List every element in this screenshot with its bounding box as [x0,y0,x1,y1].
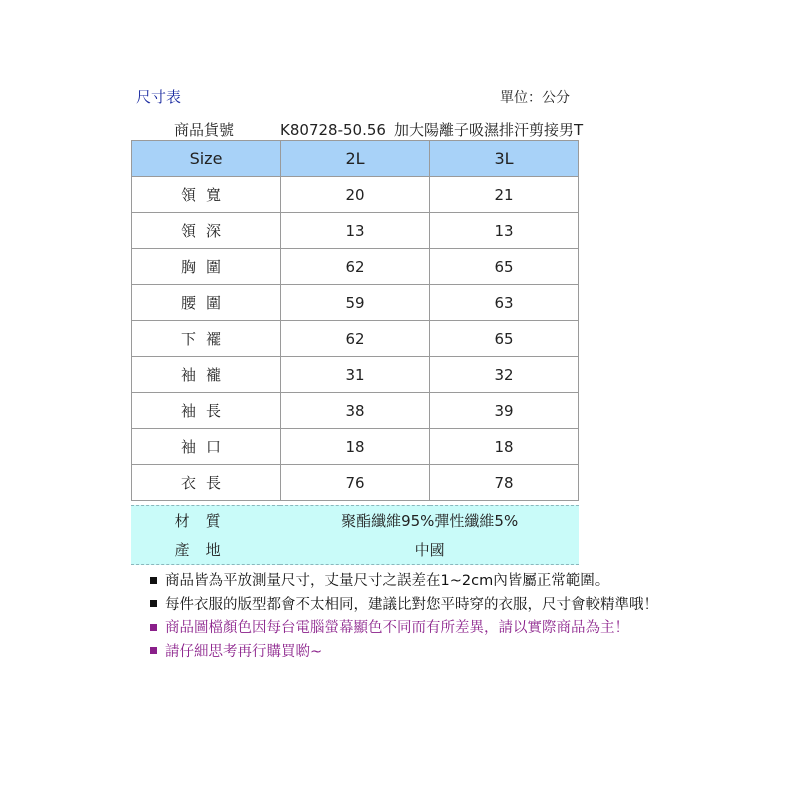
cell-value: 39 [430,393,579,429]
material-label: 材質 [131,506,280,536]
table-row [132,393,579,429]
note-text: 請仔細思考再行購買喲~ [165,643,323,660]
product-code: K80728-50.56 [280,121,386,139]
note-item [150,570,658,594]
origin-value: 中國 [280,535,579,565]
square-bullet-icon [150,577,157,584]
table-row [132,321,579,357]
size-table-header [132,141,579,177]
cell-value: 13 [430,213,579,249]
cell-value: 65 [430,321,579,357]
size-table-body [132,177,579,501]
note-item [150,594,658,618]
cell-value: 63 [430,285,579,321]
cell-value: 13 [281,213,430,249]
cell-value: 59 [281,285,430,321]
table-row [132,177,579,213]
cell-value: 20 [281,177,430,213]
row-label: 腰圍 [132,285,281,321]
table-row [132,357,579,393]
cell-value: 32 [430,357,579,393]
note-text: 商品皆為平放測量尺寸，丈量尺寸之誤差在1~2cm內皆屬正常範圍。 [165,573,610,589]
square-bullet-icon [150,647,157,654]
cell-value: 62 [281,321,430,357]
note-text: 每件衣服的版型都會不太相同，建議比對您平時穿的衣服，尺寸會較精準哦！ [165,596,658,613]
cell-value: 18 [281,429,430,465]
row-label: 領深 [132,213,281,249]
column-header-3l: 3L [430,141,579,177]
row-label: 衣長 [132,465,281,501]
row-label: 胸圍 [132,249,281,285]
square-bullet-icon [150,624,157,631]
cell-value: 31 [281,357,430,393]
product-label: 商品貨號 [174,121,235,139]
origin-label: 產地 [131,535,280,565]
notes-list [150,570,658,664]
table-row [132,285,579,321]
size-table [131,140,579,501]
material-row [131,506,579,536]
origin-row [131,535,579,565]
note-item [150,617,658,641]
table-row [132,249,579,285]
unit-label: 單位：公分 [500,90,570,106]
row-label: 領寬 [132,177,281,213]
cell-value: 78 [430,465,579,501]
page-title: 尺寸表 [136,88,182,106]
product-line [174,119,583,140]
table-row [132,465,579,501]
cell-value: 21 [430,177,579,213]
material-value: 聚酯纖維95%彈性纖維5% [280,506,579,536]
column-header-size: Size [132,141,281,177]
product-name: 加大陽離子吸濕排汗剪接男T [393,121,584,139]
table-row [132,213,579,249]
material-origin-table [131,505,579,565]
cell-value: 65 [430,249,579,285]
square-bullet-icon [150,600,157,607]
row-label: 下襬 [132,321,281,357]
row-label: 袖口 [132,429,281,465]
note-item [150,641,658,665]
row-label: 袖襱 [132,357,281,393]
row-label: 袖長 [132,393,281,429]
column-header-2l: 2L [281,141,430,177]
cell-value: 62 [281,249,430,285]
cell-value: 38 [281,393,430,429]
cell-value: 18 [430,429,579,465]
table-row [132,429,579,465]
cell-value: 76 [281,465,430,501]
note-text: 商品圖檔顏色因每台電腦螢幕顯色不同而有所差異，請以實際商品為主！ [165,620,629,636]
